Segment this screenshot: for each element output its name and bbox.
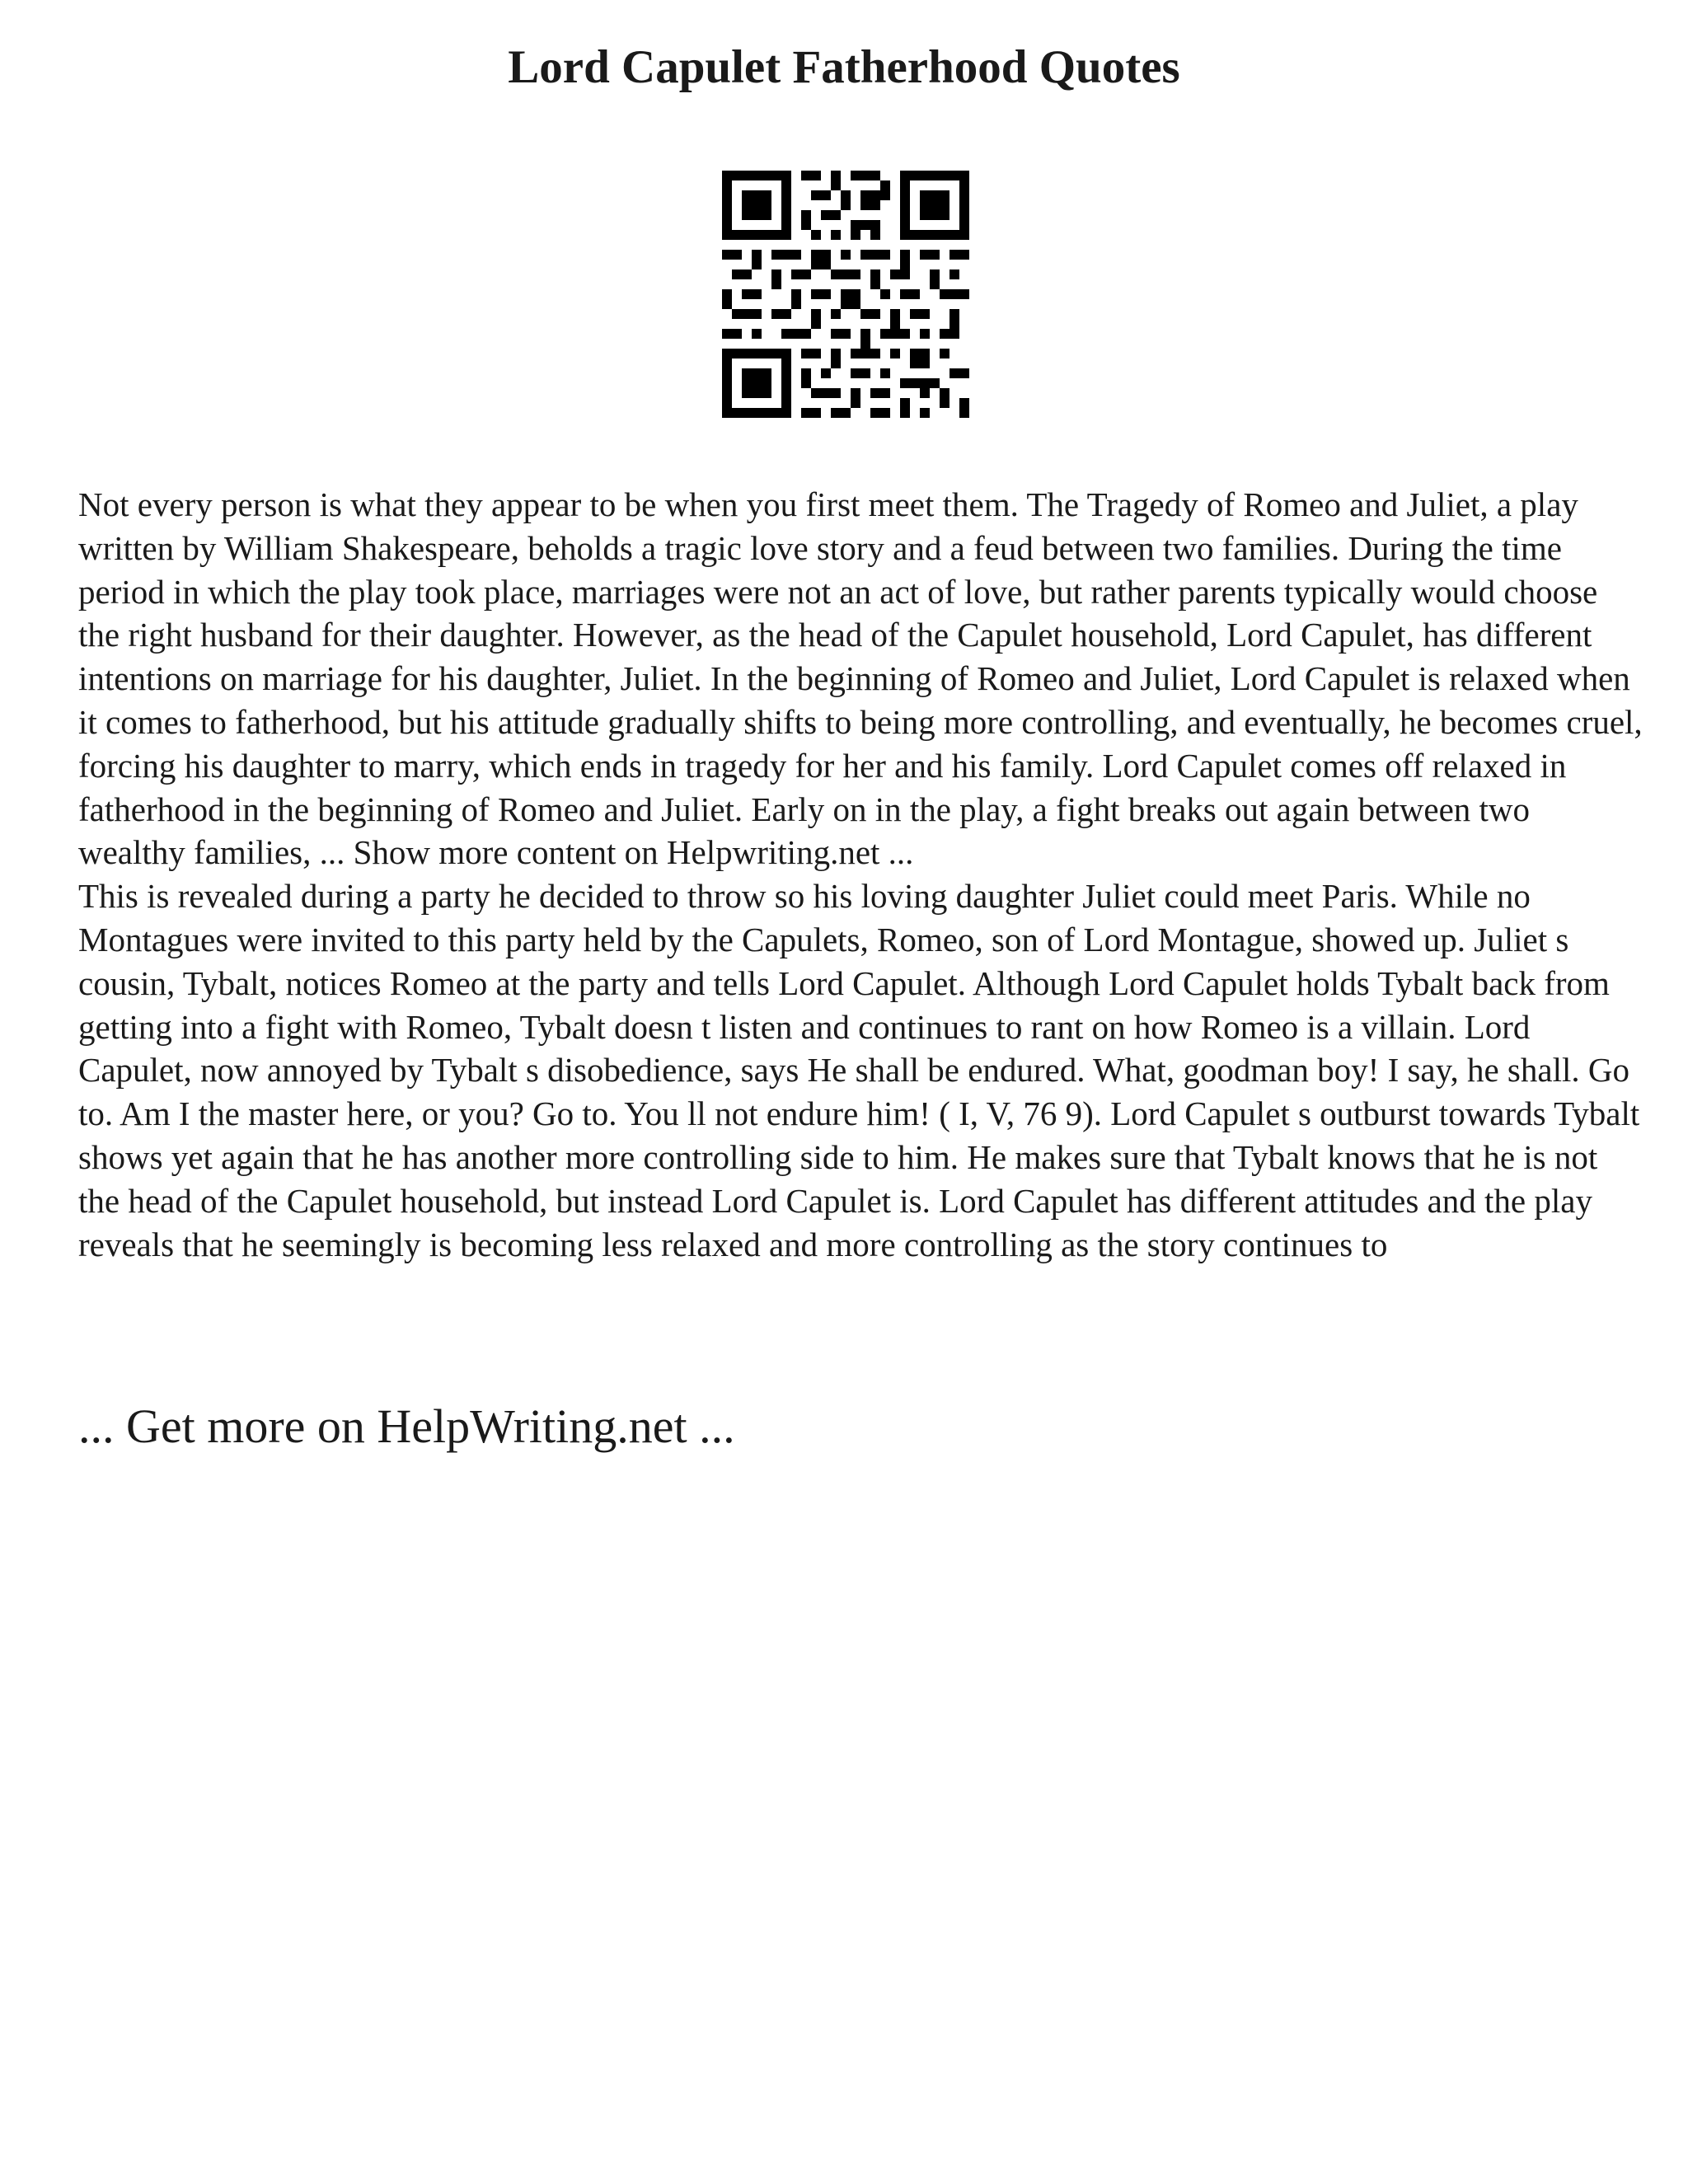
document-title: Lord Capulet Fatherhood Quotes — [508, 41, 1180, 93]
essay-paragraph-1: Not every person is what they appear to be when you first meet them. The Tragedy of Romeo and Juliet, a play written by William Shakespeare, beholds a tragic love story and a feud between two families. During the time period in which the play took place, marriages were not an act of love, but rather parents typically would choose the right husband for their daughter. However, as the head of the Capulet household, Lord Capulet, has different intentions on marriage for his daughter, Juliet. In the beginning of Romeo and Juliet, Lord Capulet is relaxed when it comes to fatherhood, but his attitude gradually shifts to being more controlling, and eventually, he becomes cruel, forcing his daughter to marry, which ends in tragedy for her and his family. Lord Capulet comes off relaxed in fatherhood in the beginning of Romeo and Juliet. Early on in the play, a fight breaks out again between two wealthy families, ... Show more content on Helpwriting.net ... — [78, 485, 1643, 872]
qr-code-icon — [722, 171, 969, 418]
essay-paragraph-2: This is revealed during a party he decided to throw so his loving daughter Juliet could meet Paris. While no Montagues were invited to this party held by the Capulets, Romeo, son of Lord Montague, showed up. Juliet s cousin, Tybalt, notices Romeo at the party and tells Lord Capulet. Although Lord Capulet holds Tybalt back from getting into a fight with Romeo, Tybalt doesn t listen and continues to rant on how Romeo is a villain. Lord Capulet, now annoyed by Tybalt s disobedience, says He shall be endured. What, goodman boy! I say, he shall. Go to. Am I the master here, or you? Go to. You ll not endure him! ( I, V, 76 9). Lord Capulet s outburst towards Tybalt shows yet again that he has another more controlling side to him. He makes sure that Tybalt knows that he is not the head of the Capulet household, but instead Lord Capulet is. Lord Capulet has different attitudes and the play reveals that he seemingly is becoming less relaxed and more controlling as the story continues to — [78, 877, 1640, 1263]
essay-body — [78, 483, 1644, 1266]
get-more-link[interactable]: ... Get more on HelpWriting.net ... — [78, 1399, 735, 1453]
